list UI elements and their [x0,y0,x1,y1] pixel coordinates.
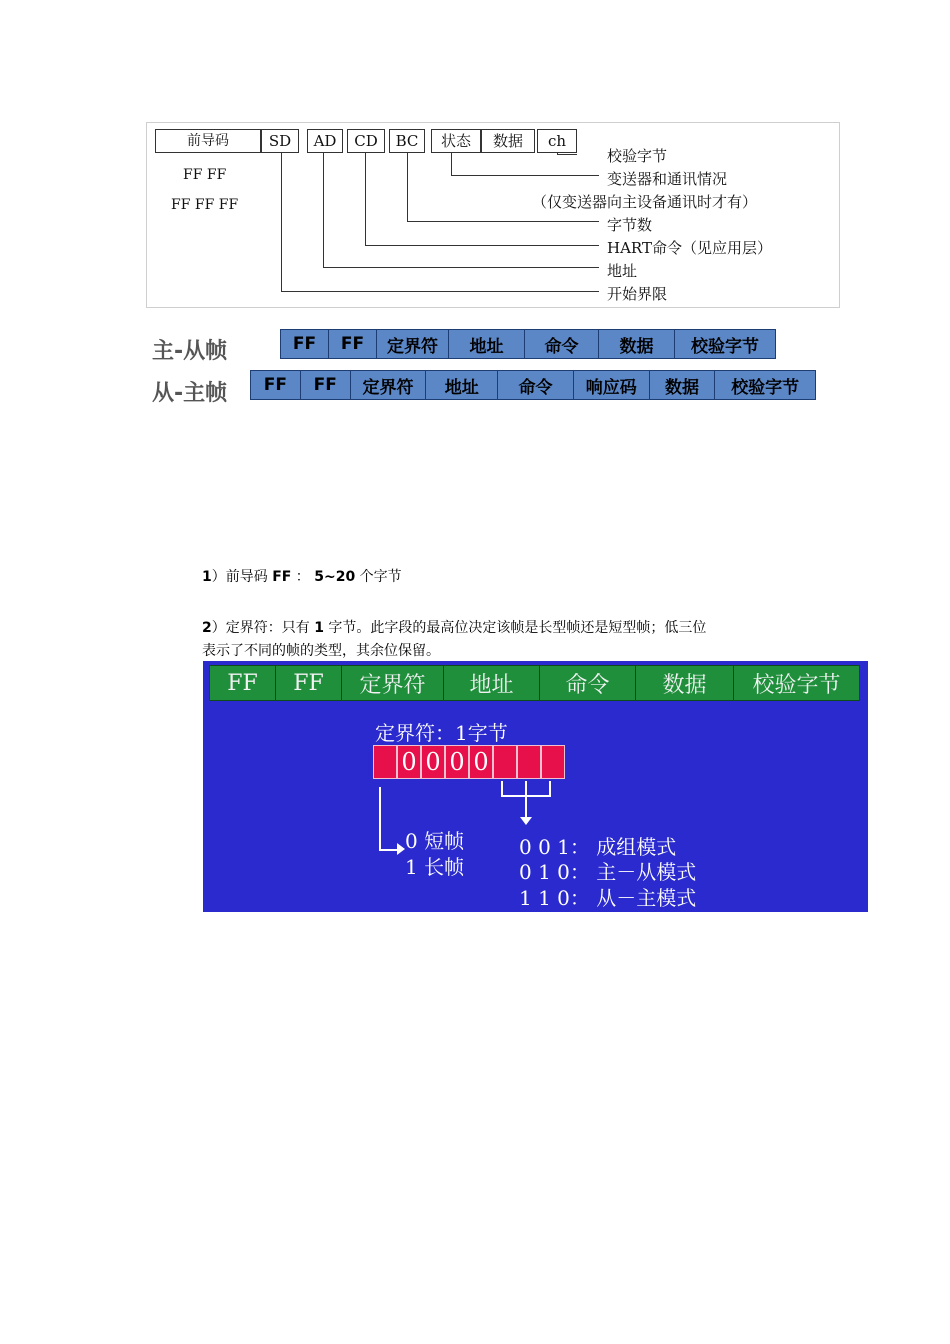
sm-cell: 地址 [426,371,498,399]
short-frame-label: 0 短帧 [405,829,465,853]
low-bits-bracket-line [525,781,527,819]
long-frame-label: 1 长帧 [405,855,465,879]
label-device-status: 变送器和通讯情况 [607,170,728,188]
slide-cell: 地址 [444,666,540,700]
bit-box: 0 [469,745,493,779]
ms-cell: FF [329,330,377,358]
ms-cell: FF [281,330,329,358]
paragraph-delimiter-line2: 表示了不同的帧的类型，其余位保留。 [202,643,440,659]
p1-sep: ： [295,569,310,585]
ms-cell: 数据 [599,330,675,358]
ms-cell: 命令 [525,330,599,358]
connector-line [407,153,408,221]
p1-tail: 个字节 [359,569,402,585]
header-cell-sd: SD [261,129,299,153]
connector-line [451,175,599,176]
green-frame-bar [209,665,860,701]
label-byte-count: 字节数 [607,216,653,234]
bit-box [373,745,397,779]
ms-cell: 校验字节 [691,336,759,357]
connector-line [281,291,599,292]
header-cell-status: 状态 [431,129,481,153]
sm-cell: 响应码 [574,371,650,399]
master-slave-frame-bar [280,329,776,359]
msb-bracket-line [379,787,381,851]
slave-master-label: 从-主帧 [152,381,228,406]
connector-line [407,221,599,222]
msb-arrow-icon [397,843,405,855]
delimiter-title: 定界符：1字节 [375,721,508,745]
p2-text-b: 字节。此字段的最高位决定该帧是长型帧还是短型帧；低三位 [328,620,707,636]
bit-box [517,745,541,779]
bit-box [541,745,565,779]
mode-line: 0 0 1： 成组模式 [519,835,677,859]
bit-box: 0 [397,745,421,779]
header-cell-bc: BC [389,129,425,153]
low-bits-arrow-icon [520,817,532,825]
preamble-line-2: FF FF FF [171,197,239,213]
header-cell-preamble: 前导码 [155,129,261,153]
slide-cell: 校验字节 [752,672,841,698]
sm-cell: 校验字节 [731,377,800,398]
header-cell-checksum: ch [537,129,577,153]
sm-cell: 定界符 [351,371,427,399]
mode-line: 0 1 0： 主－从模式 [519,860,697,884]
slide-cell: 定界符 [342,666,444,700]
header-cell-ad: AD [307,129,343,153]
label-address: 地址 [607,262,638,280]
bit-box [493,745,517,779]
preamble-line-1: FF FF [183,167,227,183]
connector-line [557,154,577,155]
bit-box: 0 [421,745,445,779]
slave-master-frame-bar [250,370,816,400]
p1-ff: FF [272,569,292,585]
header-cell-data: 数据 [481,129,535,153]
paragraph-delimiter-line1 [202,617,706,637]
connector-line [365,153,366,245]
p2-one: 1 [314,620,324,636]
slide-cell: FF [276,666,342,700]
label-start-delimiter: 开始界限 [607,285,668,303]
connector-line [323,153,324,267]
p1-range: 5~20 [314,569,356,585]
sm-cell: 数据 [650,371,716,399]
connector-line [323,267,599,268]
sm-cell: 命令 [498,371,574,399]
ms-cell: 地址 [449,330,525,358]
slide-cell: 数据 [636,666,734,700]
label-checksum: 校验字节 [607,147,668,165]
paragraph-preamble [202,566,402,586]
slide-cell: 命令 [540,666,636,700]
label-hart-command: HART命令（见应用层） [607,239,772,257]
mode-line: 1 1 0： 从－主模式 [519,886,697,910]
connector-line [281,153,282,291]
connector-line [451,153,452,175]
bit-box: 0 [445,745,469,779]
p2-number: 2 [202,620,212,636]
master-slave-label: 主-从帧 [152,339,228,364]
slide-cell: FF [210,666,276,700]
p2-text-a: ）定界符：只有 [211,620,310,636]
sm-cell: FF [251,371,301,399]
connector-line [365,245,599,246]
delimiter-slide [203,661,868,912]
label-status-note: （仅变送器向主设备通讯时才有） [532,193,758,211]
sm-cell: FF [301,371,351,399]
frame-structure-diagram [146,122,840,308]
header-cell-cd: CD [347,129,385,153]
p1-number: 1 [202,569,212,585]
ms-cell: 定界符 [377,330,449,358]
p1-text: ）前导码 [211,569,268,585]
